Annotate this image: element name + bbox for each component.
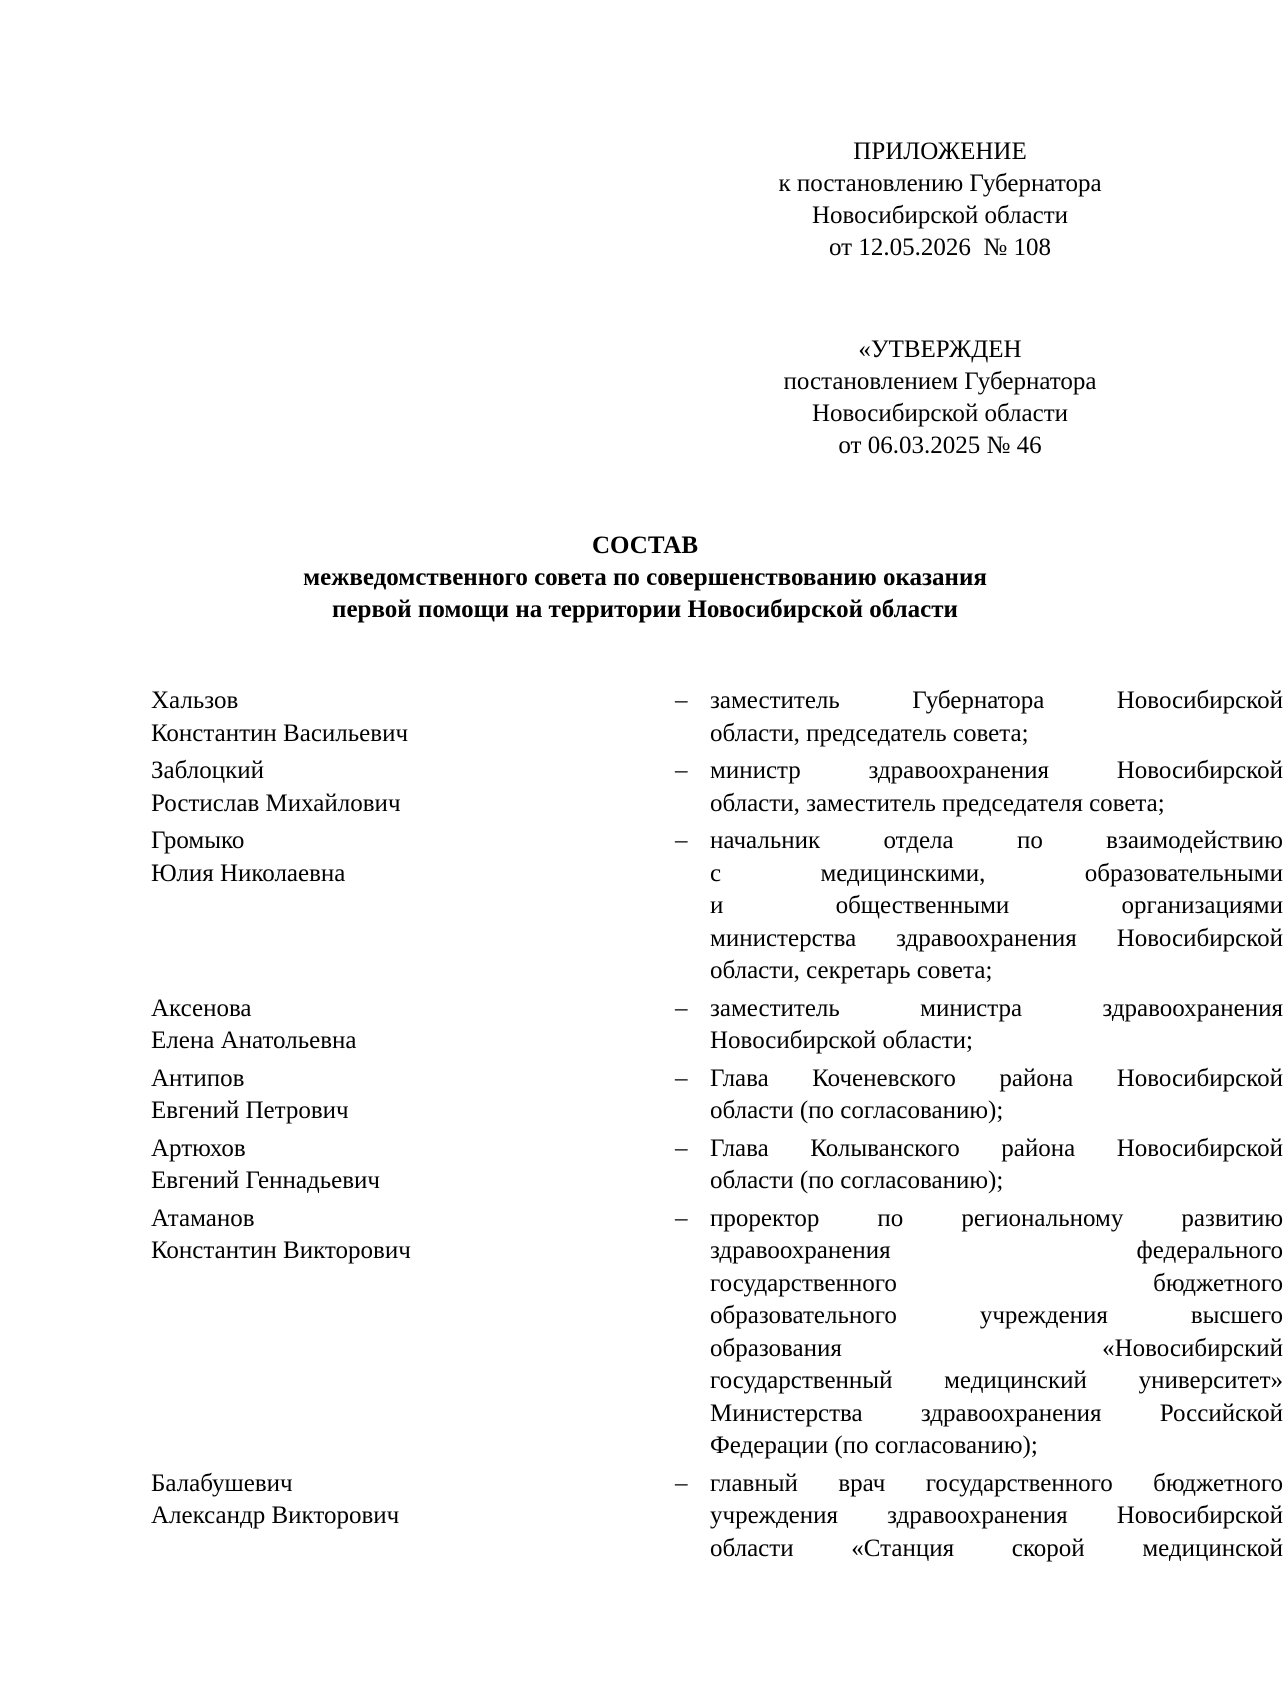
member-role-line: Федерации (по согласованию); [710,1432,1038,1459]
role-word: бюджетного [1153,1469,1283,1497]
role-word: заместитель [710,687,840,714]
member-role [710,1063,1283,1128]
member-role [710,825,1283,988]
role-word: района [999,1064,1074,1092]
member-role-line [710,890,1283,923]
role-word: Глава [710,1064,769,1092]
role-word: государственного [925,1469,1113,1497]
role-word: области [710,1534,794,1562]
role-word: «Станция [851,1534,955,1562]
member-role-line: Новосибирской области; [710,1027,974,1054]
role-word: здравоохранения [896,924,1077,952]
role-word: образовательными [1084,859,1283,887]
role-word: района [1001,1134,1076,1162]
member-dash: – [675,1064,688,1092]
member-given-names: Евгений Петрович [151,1097,349,1124]
member-dash: – [675,757,688,784]
title-line: межведомственного совета по совершенствованию оказания [303,564,987,591]
members-list [151,685,1283,1570]
member-dash: – [675,687,688,714]
role-word: Губернатора [912,687,1045,714]
role-word: медицинскими, [820,859,986,887]
role-word: федерального [1136,1237,1283,1264]
appendix-stamp [720,136,1160,264]
role-word: главный [710,1469,798,1497]
role-word: образовательного [710,1302,897,1329]
member-role-line [710,1533,1283,1566]
role-word: развитию [1181,1204,1283,1232]
member-role-line [710,755,1283,788]
member-surname: Аксенова [151,994,252,1022]
member-dash: – [675,1134,688,1162]
approved-line: постановлением Губернатора [783,368,1097,395]
member-role-line: области, председатель совета; [710,719,1029,747]
member-role-line [710,1468,1283,1501]
member-role-line [710,1203,1283,1236]
member-role-line [710,1500,1283,1533]
member-dash: – [675,1469,688,1497]
member-role-line [710,858,1283,891]
member-given-names: Юлия Николаевна [151,859,346,887]
role-word: скорой [1011,1534,1085,1562]
role-word: Новосибирской [1116,1134,1283,1162]
role-word: Министерства [710,1399,863,1427]
role-word: и [710,892,724,919]
role-word: Колыванского [810,1134,960,1162]
member-dash: – [675,827,688,854]
member-given-names: Константин Викторович [151,1237,411,1264]
member-role [710,685,1283,750]
role-word: начальник [710,827,821,854]
role-word: по [877,1204,904,1232]
approved-stamp [720,334,1160,462]
role-word: учреждения [710,1502,839,1529]
role-word: врач [838,1469,886,1497]
member-name [151,1468,521,1533]
appendix-heading: ПРИЛОЖЕНИЕ [853,138,1027,165]
member-role-line [710,993,1283,1026]
role-word: медицинской [1142,1534,1283,1562]
member-role-line [710,685,1283,718]
document-title [150,530,1140,626]
member-given-names: Елена Анатольевна [151,1027,357,1054]
role-word: бюджетного [1153,1269,1283,1297]
member-role [710,1203,1283,1463]
member-surname: Антипов [151,1064,245,1092]
title-line: первой помощи на территории Новосибирской области [332,596,958,623]
role-word: образования [710,1334,842,1362]
role-word: государственный [710,1367,893,1394]
member-name [151,685,521,750]
member-given-names: Евгений Геннадьевич [151,1167,380,1194]
member-row [151,1203,1283,1463]
member-role-line [710,825,1283,858]
role-word: «Новосибирский [1102,1334,1283,1362]
member-role-line [710,1268,1283,1301]
member-name [151,1133,521,1198]
member-given-names: Александр Викторович [151,1502,400,1529]
member-role-line [710,1365,1283,1398]
member-role-line [710,923,1283,956]
member-name [151,993,521,1058]
role-word: взаимодействию [1106,827,1283,854]
role-word: здравоохранения [710,1237,891,1264]
member-role [710,755,1283,820]
member-role [710,993,1283,1058]
member-role-line [710,1235,1283,1268]
member-role-line: области, секретарь совета; [710,957,993,984]
role-word: здравоохранения [868,757,1050,784]
role-word: с [710,859,722,887]
member-role-line: области, заместитель председателя совета; [710,789,1165,817]
member-name [151,1203,521,1268]
role-word: учреждения [979,1302,1108,1329]
role-word: организациями [1121,892,1283,919]
member-role [710,1133,1283,1198]
role-word: высшего [1190,1302,1283,1329]
appendix-line: к постановлению Губернатора [778,170,1102,197]
member-dash: – [675,994,688,1022]
member-name [151,1063,521,1128]
member-role [710,1468,1283,1566]
role-word: Российской [1159,1399,1283,1427]
approved-line: Новосибирской области [811,400,1069,427]
role-word: министерства [710,924,857,952]
member-role-line [710,1398,1283,1431]
member-role-line [710,1333,1283,1366]
role-word: министра [920,994,1023,1022]
member-role-line: области (по согласованию); [710,1097,1004,1124]
approved-date-number: от 06.03.2025 № 46 [838,432,1042,459]
member-row [151,685,1283,750]
appendix-date-number: от 12.05.2026 № 108 [829,234,1051,261]
member-name [151,825,521,890]
member-row [151,993,1283,1058]
member-surname: Заблоцкий [151,757,264,784]
role-word: государственного [710,1269,897,1297]
member-surname: Хальзов [151,687,239,714]
member-row [151,1468,1283,1566]
role-word: Новосибирской [1116,1502,1283,1529]
role-word: здравоохранения [1102,994,1283,1022]
role-word: Глава [710,1134,769,1162]
role-word: общественными [835,892,1010,919]
role-word: здравоохранения [887,1502,1068,1529]
role-word: Новосибирской [1116,924,1283,952]
member-surname: Артюхов [151,1134,246,1162]
role-word: заместитель [710,994,840,1022]
role-word: университет» [1138,1367,1283,1394]
member-role-line: области (по согласованию); [710,1167,1004,1194]
member-given-names: Ростислав Михайлович [151,789,401,817]
role-word: региональному [961,1204,1124,1232]
role-word: проректор [710,1204,820,1232]
approved-heading: «УТВЕРЖДЕН [858,336,1022,363]
member-row [151,1063,1283,1128]
member-surname: Атаманов [151,1204,255,1232]
member-dash: – [675,1204,688,1232]
member-surname: Балабушевич [151,1469,293,1497]
member-row [151,755,1283,820]
member-role-line [710,1063,1283,1096]
member-name [151,755,521,820]
member-role-line [710,1300,1283,1333]
appendix-line: Новосибирской области [811,202,1069,229]
role-word: по [1016,827,1043,854]
role-word: Новосибирской [1116,687,1283,714]
role-word: медицинский [944,1367,1087,1394]
title-heading: СОСТАВ [591,532,699,559]
role-word: Новосибирской [1116,1064,1283,1092]
member-surname: Громыко [151,827,245,854]
role-word: Коченевского [812,1064,956,1092]
member-row [151,825,1283,988]
role-word: отдела [883,827,954,854]
member-given-names: Константин Васильевич [151,719,409,747]
role-word: здравоохранения [920,1399,1102,1427]
member-role-line [710,1133,1283,1166]
role-word: министр [710,757,801,784]
member-row [151,1133,1283,1198]
role-word: Новосибирской [1116,757,1283,784]
